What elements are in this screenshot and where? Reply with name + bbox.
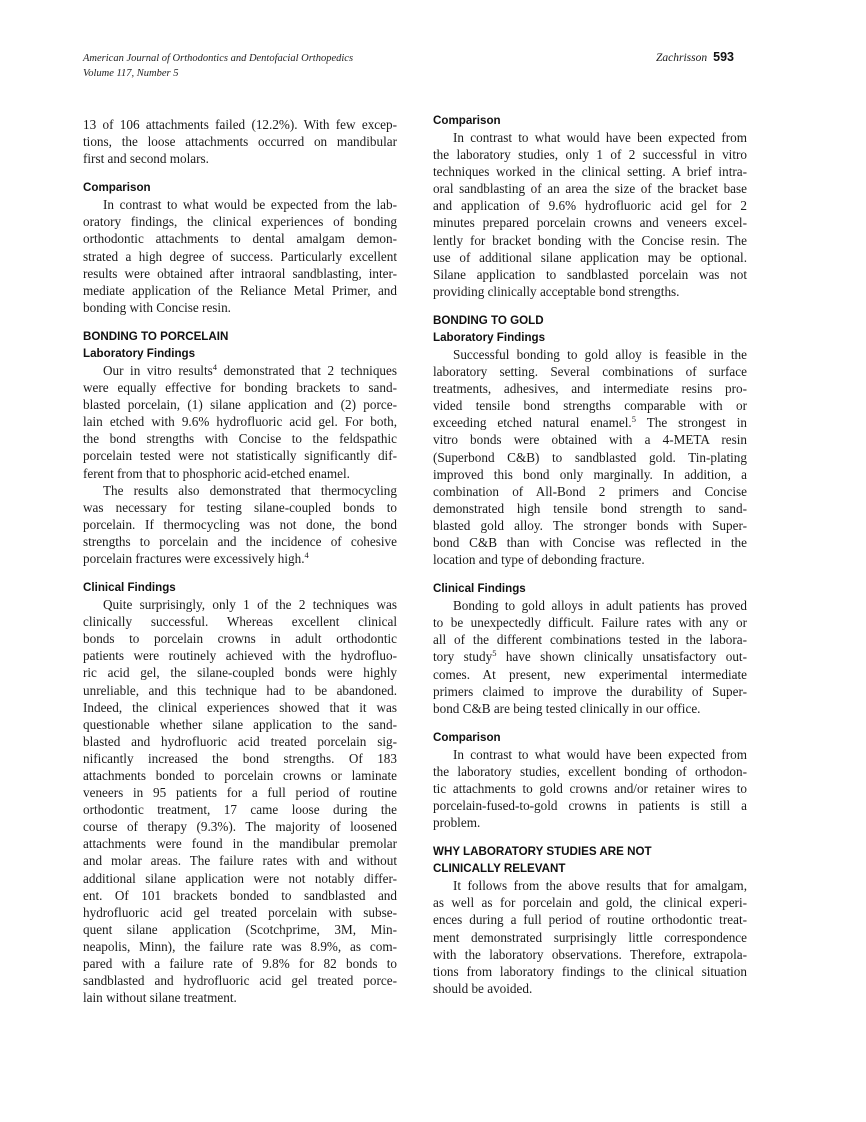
text-line: treatments, adhesives, and intermediate resins pro- (433, 381, 747, 397)
text-line (83, 550, 397, 567)
amalgam-clinical-paragraph-end (83, 116, 397, 167)
text-line: clinically successful. Whereas excellent clinical (83, 614, 397, 630)
text-line: veneers in 95 patients for a full period of routine (83, 785, 397, 801)
text-line: mediate application of the Reliance Metal Primer, and (83, 282, 397, 298)
text-line: the laboratory studies, excellent bonding of orthodon- (433, 763, 747, 779)
section-heading-comparison: Comparison (83, 181, 151, 195)
porcelain-comparison-paragraph (433, 129, 747, 300)
text-line: Silane application to sandblasted porcelain was not (433, 266, 747, 282)
running-header-right (656, 50, 734, 64)
text-line: hydrofluoric acid gel treated porcelain with subse- (83, 904, 397, 920)
text: porcelain fractures were excessively high. (83, 550, 305, 566)
text-line: ment demonstrated surprisingly little correspondence (433, 929, 747, 945)
text-line: laboratory setting. Several combinations of surface (433, 364, 747, 380)
text-line: orthodontic attachments to dental amalgam demon- (83, 231, 397, 247)
text-line: oratory findings, the clinical experiences of bonding (83, 214, 397, 230)
text-line: lently for bracket bonding with the Concise resin. The (433, 232, 747, 248)
left-column (83, 116, 397, 1006)
text-line: strated a high degree of success. Particularly excellent (83, 248, 397, 264)
text-line (433, 414, 747, 431)
text-line: Indeed, the clinical experiences showed that it was (83, 699, 397, 715)
text-line: In contrast to what would have been expected from (453, 130, 747, 145)
text-line: Bonding to gold alloys in adult patients has proved (453, 598, 747, 614)
text-line: use of additional silane application may be optional. (433, 249, 747, 265)
reference-superscript: 4 (212, 361, 217, 372)
text-line: were equally effective for bonding brackets to sand- (83, 380, 397, 396)
gold-clinical-paragraph (433, 597, 747, 717)
subsection-heading-lab-findings: Laboratory Findings (83, 346, 196, 360)
text-line: ences during a full period of routine orthodontic treat- (433, 912, 747, 928)
text-line: combination of All-Bond 2 primers and Concise (433, 483, 747, 499)
text-line: oral sandblasting of an area the size of the bracket base (433, 181, 747, 197)
text-line: techniques worked in the clinical setting. A brief intra- (433, 164, 747, 180)
text-line: ric acid gel, the silane-coupled bonds were highly (83, 665, 397, 681)
heading-line: WHY LABORATORY STUDIES ARE NOT (433, 845, 652, 859)
text-line: as well as for porcelain and gold, the clinical experi- (433, 895, 747, 911)
text-line: bond C&B than with Concise was reflected in the (433, 534, 747, 550)
text-line: bonds to porcelain crowns in adult orthodontic (83, 631, 397, 647)
reference-superscript: 4 (304, 549, 309, 560)
subsection-heading-clinical-findings: Clinical Findings (83, 581, 176, 595)
text-line: tions, the loose attachments occurred on mandibular (83, 134, 397, 150)
text-line: course of therapy (9.3%). The majority of loosened (83, 819, 397, 835)
text-line: quent silane application (Scotchprime, 3M, Min- (83, 921, 397, 937)
text-line: primers claimed to improve the durability of Super- (433, 683, 747, 699)
text-line: porcelain tested were not statistically significantly dif- (83, 448, 397, 464)
text-line: blasted gold alloy. The stronger bonds with Super- (433, 517, 747, 533)
text-line: porcelain. If thermocycling was not done, the bond (83, 516, 397, 532)
text-line: nificantly increased the bond strengths. Of 183 (83, 750, 397, 766)
text-line: blasted porcelain, (1) silane application and (2) porce- (83, 397, 397, 413)
author-name: Zachrisson (656, 52, 708, 64)
text-line: In contrast to what would have been expected from (453, 746, 747, 762)
text: tory study (433, 649, 493, 665)
text-line: blasted and hydrofluoric acid treated porcelain sig- (83, 733, 397, 749)
text-line: to be unexpectedly difficult. Failure rates with any or (433, 615, 747, 631)
text-line: was necessary for testing silane-coupled bonds to (83, 499, 397, 515)
text-line: and application of 9.6% hydrofluoric acid gel for 2 (433, 198, 747, 214)
text-line: 13 of 106 attachments failed (12.2%). With few excep- (83, 117, 397, 132)
text-line: additional silane application were not notably differ- (83, 870, 397, 886)
text-line: and molar areas. The failure rates with and without (83, 853, 397, 869)
text-line: unreliable, and this technique had to be abandoned. (83, 682, 397, 698)
text-line: all of the different combinations tested in the labora- (433, 632, 747, 648)
gold-comparison-paragraph (433, 746, 747, 831)
text-line: Successful bonding to gold alloy is feasible in the (453, 346, 747, 362)
text-line: results were obtained after intraoral sandblasting, inter- (83, 265, 397, 281)
text-line: vitro bonds were obtained with a 4-META resin (433, 432, 747, 448)
subsection-heading-clinical-findings: Clinical Findings (433, 582, 526, 596)
text-line: bonding with Concise resin. (83, 299, 231, 315)
text-line: ferent from that to phosphoric acid-etched enamel. (83, 465, 350, 481)
section-heading-why-lab-studies (433, 843, 747, 877)
text-line: Quite surprisingly, only 1 of the 2 techniques was (103, 597, 397, 613)
text-line: bond C&B are being tested clinically in our office. (433, 700, 701, 716)
running-header-left (83, 51, 353, 81)
reference-superscript: 5 (631, 414, 636, 425)
text-line: questionable whether silane application to the sand- (83, 716, 397, 732)
text-line: lain without silane treatment. (83, 990, 237, 1006)
text: exceeding etched natural enamel. (433, 415, 632, 431)
text-line: problem. (433, 815, 481, 831)
subsection-heading-lab-findings: Laboratory Findings (433, 330, 546, 344)
text-line: (Superbond C&B) to sandblasted gold. Tin-plating (433, 449, 747, 465)
porcelain-clinical-paragraph (83, 596, 397, 1006)
text: have shown clinically unsatisfactory out- (496, 649, 747, 665)
text-line: In contrast to what would be expected from the lab- (103, 197, 397, 213)
why-paragraph (433, 877, 747, 997)
section-heading-porcelain: BONDING TO PORCELAIN (83, 329, 229, 343)
gold-lab-paragraph (433, 346, 747, 568)
text-line: lain etched with 9.6% hydrofluoric acid gel. For both, (83, 414, 397, 430)
text-line: patients were routinely achieved with the hydrofluo- (83, 648, 397, 664)
text-line: tic attachments to gold crowns and/or retainer wires to (433, 781, 747, 796)
right-column (433, 116, 747, 997)
text-line: should be avoided. (433, 980, 533, 996)
section-heading-comparison: Comparison (433, 114, 501, 127)
text-line: comes. At present, new experimental intermediate (433, 666, 747, 682)
text-line: the bond strengths with Concise to the feldspathic (83, 431, 397, 447)
text-line: minutes prepared porcelain crowns and veneers excel- (433, 215, 747, 231)
text-line: sandblasted and hydrofluoric acid gel treated porce- (83, 973, 397, 989)
text-line: providing clinically acceptable bond strengths. (433, 283, 680, 299)
page-number: 593 (713, 50, 734, 64)
text-line: demonstrated high tensile bond strength to sand- (433, 500, 747, 516)
amalgam-comparison-paragraph (83, 196, 397, 316)
text-line: pared with a failure rate of 9.8% for 82 bonds to (83, 956, 397, 972)
text-line (83, 362, 397, 379)
text-line: with the laboratory observations. Therefore, extrapola- (433, 946, 747, 962)
text: Our in vitro results (103, 362, 213, 378)
text-line: first and second molars. (83, 151, 209, 167)
section-heading-comparison-gold: Comparison (433, 730, 501, 744)
text-line: The results also demonstrated that thermocycling (103, 482, 397, 498)
text-line (433, 648, 747, 665)
text-line: improved this bond only marginally. In addition, a (433, 466, 747, 482)
text-line: It follows from the above results that for amalgam, (453, 878, 747, 894)
text-line: neapolis, Minn), the failure rate was 8.9%, as com- (83, 938, 397, 954)
section-heading-gold: BONDING TO GOLD (433, 313, 544, 327)
text: demonstrated that 2 techniques (217, 362, 397, 378)
text-line: location and type of debonding fracture. (433, 552, 645, 568)
journal-volume: Volume 117, Number 5 (83, 68, 179, 79)
text: The strongest in (635, 415, 747, 431)
reference-superscript: 5 (492, 648, 497, 659)
text-line: attachments bonded to porcelain crowns or laminate (83, 768, 397, 783)
text-line: tions from laboratory findings to the clinical situation (433, 963, 747, 979)
text-line: vided tensile bond strengths comparable with or (433, 398, 747, 414)
text-line: orthodontic treatment, 17 came loose during the (83, 802, 397, 818)
text-line: the laboratory studies, only 1 of 2 successful in vitro (433, 147, 747, 163)
heading-line: CLINICALLY RELEVANT (433, 862, 566, 876)
text-line: strengths to porcelain and the incidence of cohesive (83, 533, 397, 549)
text-line: attachments were found in the mandibular premolar (83, 836, 397, 852)
journal-title: American Journal of Orthodontics and Dentofacial Orthopedics (83, 53, 354, 64)
text-line: ent. Of 101 brackets bonded to sandblasted and (83, 887, 397, 903)
text-line: porcelain-fused-to-gold crowns in patients is still a (433, 798, 747, 814)
porcelain-lab-paragraph-2 (83, 482, 397, 567)
porcelain-lab-paragraph-1 (83, 362, 397, 482)
